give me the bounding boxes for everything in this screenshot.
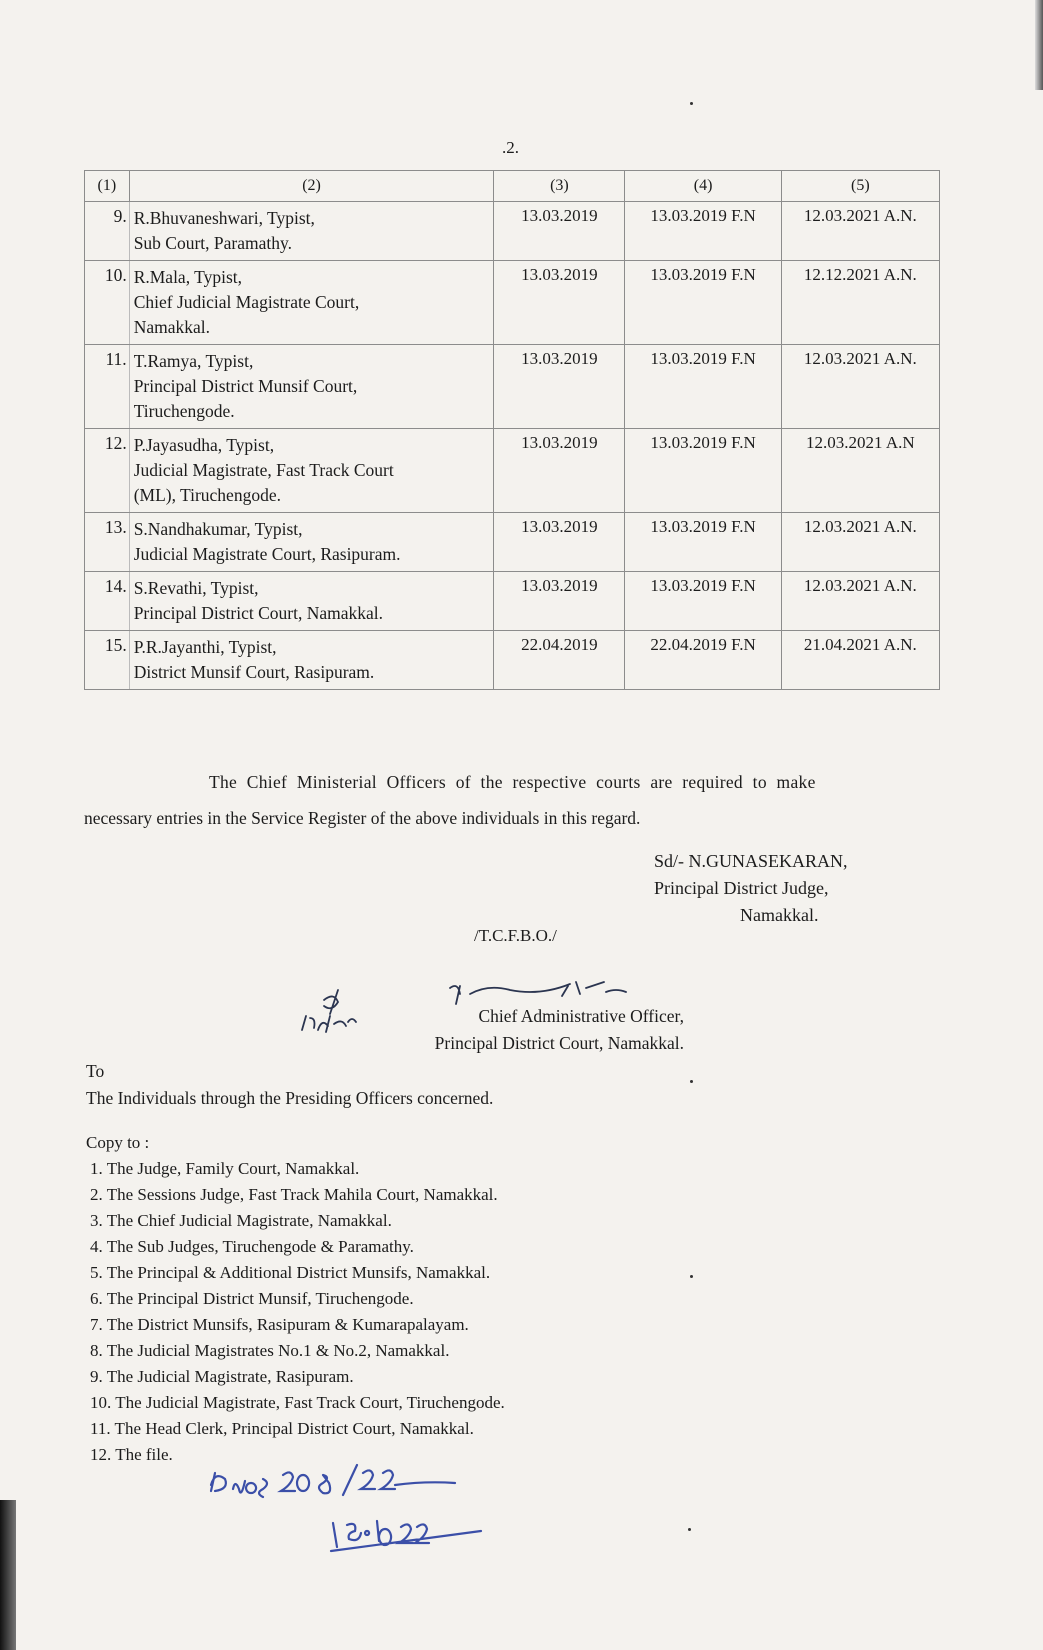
list-item: 12. The file. xyxy=(90,1445,173,1464)
row-name-line: Namakkal. xyxy=(133,317,210,337)
cao-signature-block xyxy=(388,1003,684,1057)
table-row xyxy=(85,261,940,345)
list-item: 2. The Sessions Judge, Fast Track Mahila Court, Namakkal. xyxy=(90,1185,498,1204)
list-item: 7. The District Munsifs, Rasipuram & Kumarapalayam. xyxy=(90,1315,469,1334)
row-serial: 13. xyxy=(85,513,130,572)
row-name-line: Principal District Court, Namakkal. xyxy=(133,603,384,623)
signature-place: Namakkal. xyxy=(740,905,819,925)
scan-speck xyxy=(688,1528,691,1531)
row-name-line: District Munsif Court, Rasipuram. xyxy=(133,662,375,682)
row-col-3: 13.03.2019 xyxy=(494,429,625,513)
row-col-5: 12.03.2021 A.N. xyxy=(781,513,939,572)
copy-to-label: Copy to : xyxy=(86,1133,150,1152)
copy-to-list xyxy=(86,1156,505,1468)
list-item: 9. The Judicial Magistrate, Rasipuram. xyxy=(90,1367,354,1386)
row-col-4: 22.04.2019 F.N xyxy=(625,631,781,690)
header-col-5: (5) xyxy=(781,171,939,202)
row-name-cell xyxy=(129,513,494,572)
list-item: 11. The Head Clerk, Principal District Court, Namakkal. xyxy=(90,1419,474,1438)
list-item: 3. The Chief Judicial Magistrate, Namakkal. xyxy=(90,1211,392,1230)
row-col-4: 13.03.2019 F.N xyxy=(625,429,781,513)
table-row xyxy=(85,345,940,429)
row-col-3: 13.03.2019 xyxy=(494,513,625,572)
row-name-cell xyxy=(129,429,494,513)
table-row xyxy=(85,631,940,690)
copy-to-block xyxy=(86,1130,505,1468)
list-item: 8. The Judicial Magistrates No.1 & No.2, Namakkal. xyxy=(90,1341,450,1360)
row-name-line: (ML), Tiruchengode. xyxy=(133,485,281,505)
row-col-5: 12.03.2021 A.N. xyxy=(781,572,939,631)
table-row xyxy=(85,202,940,261)
page-number: .2. xyxy=(502,138,519,157)
row-col-3: 13.03.2019 xyxy=(494,345,625,429)
cao-designation: Chief Administrative Officer, xyxy=(478,1006,684,1026)
instruction-paragraph-line-1: The Chief Ministerial Officers of the respective courts are required to make xyxy=(209,772,816,792)
typist-table xyxy=(84,170,940,690)
table-row xyxy=(85,572,940,631)
handwritten-diary-note xyxy=(205,1455,505,1555)
row-col-4: 13.03.2019 F.N xyxy=(625,513,781,572)
row-name-line: S.Nandhakumar, Typist, xyxy=(133,519,303,539)
row-serial: 11. xyxy=(85,345,130,429)
row-name-line: P.Jayasudha, Typist, xyxy=(133,435,275,455)
row-name-line: T.Ramya, Typist, xyxy=(133,351,254,371)
row-serial: 9. xyxy=(85,202,130,261)
row-col-5: 21.04.2021 A.N. xyxy=(781,631,939,690)
table-row xyxy=(85,513,940,572)
to-label: To xyxy=(86,1061,105,1081)
row-name-line: R.Mala, Typist, xyxy=(133,267,243,287)
row-name-line: Chief Judicial Magistrate Court, xyxy=(133,292,360,312)
row-name-line: Tiruchengode. xyxy=(133,401,235,421)
table-header-row xyxy=(85,171,940,202)
row-name-line: P.R.Jayanthi, Typist, xyxy=(133,637,277,657)
row-serial: 10. xyxy=(85,261,130,345)
scan-speck xyxy=(690,1080,693,1083)
row-serial: 12. xyxy=(85,429,130,513)
row-col-5: 12.12.2021 A.N. xyxy=(781,261,939,345)
row-col-4: 13.03.2019 F.N xyxy=(625,202,781,261)
scan-speck xyxy=(690,102,693,105)
row-name-cell xyxy=(129,261,494,345)
header-col-1: (1) xyxy=(85,171,130,202)
row-col-3: 13.03.2019 xyxy=(494,572,625,631)
scan-edge-right xyxy=(1035,0,1043,90)
list-item: 5. The Principal & Additional District Munsifs, Namakkal. xyxy=(90,1263,491,1282)
list-item: 10. The Judicial Magistrate, Fast Track Court, Tiruchengode. xyxy=(90,1393,505,1412)
row-col-3: 13.03.2019 xyxy=(494,261,625,345)
row-name-line: Judicial Magistrate Court, Rasipuram. xyxy=(133,544,401,564)
table-row xyxy=(85,429,940,513)
row-col-4: 13.03.2019 F.N xyxy=(625,572,781,631)
header-col-2: (2) xyxy=(129,171,494,202)
signature-name: Sd/- N.GUNASEKARAN, xyxy=(654,851,848,871)
row-name-cell xyxy=(129,345,494,429)
list-item: 4. The Sub Judges, Tiruchengode & Paramathy. xyxy=(90,1237,414,1256)
row-serial: 15. xyxy=(85,631,130,690)
row-col-5: 12.03.2021 A.N. xyxy=(781,345,939,429)
signature-designation: Principal District Judge, xyxy=(654,878,829,898)
row-col-5: 12.03.2021 A.N. xyxy=(781,202,939,261)
header-col-3: (3) xyxy=(494,171,625,202)
to-block xyxy=(86,1058,493,1112)
instruction-paragraph-line-2: necessary entries in the Service Register of the above individuals in this regard. xyxy=(84,808,641,828)
row-name-cell xyxy=(129,572,494,631)
row-name-cell xyxy=(129,202,494,261)
tcfbo-marker: /T.C.F.B.O./ xyxy=(474,926,557,945)
header-col-4: (4) xyxy=(625,171,781,202)
row-name-line: Sub Court, Paramathy. xyxy=(133,233,292,253)
row-name-line: Judicial Magistrate, Fast Track Court xyxy=(133,460,394,480)
row-name-line: Principal District Munsif Court, xyxy=(133,376,358,396)
list-item: 1. The Judge, Family Court, Namakkal. xyxy=(90,1159,360,1178)
row-name-line: S.Revathi, Typist, xyxy=(133,578,259,598)
row-col-4: 13.03.2019 F.N xyxy=(625,261,781,345)
judge-signature-block xyxy=(654,848,848,929)
cao-office: Principal District Court, Namakkal. xyxy=(434,1033,684,1053)
row-col-4: 13.03.2019 F.N xyxy=(625,345,781,429)
row-col-5: 12.03.2021 A.N xyxy=(781,429,939,513)
scan-speck xyxy=(690,1275,693,1278)
row-serial: 14. xyxy=(85,572,130,631)
list-item: 6. The Principal District Munsif, Tiruchengode. xyxy=(90,1289,414,1308)
scan-edge-left xyxy=(0,1500,16,1650)
row-name-cell xyxy=(129,631,494,690)
row-name-line: R.Bhuvaneshwari, Typist, xyxy=(133,208,315,228)
to-recipients: The Individuals through the Presiding Officers concerned. xyxy=(86,1088,494,1108)
row-col-3: 22.04.2019 xyxy=(494,631,625,690)
row-col-3: 13.03.2019 xyxy=(494,202,625,261)
